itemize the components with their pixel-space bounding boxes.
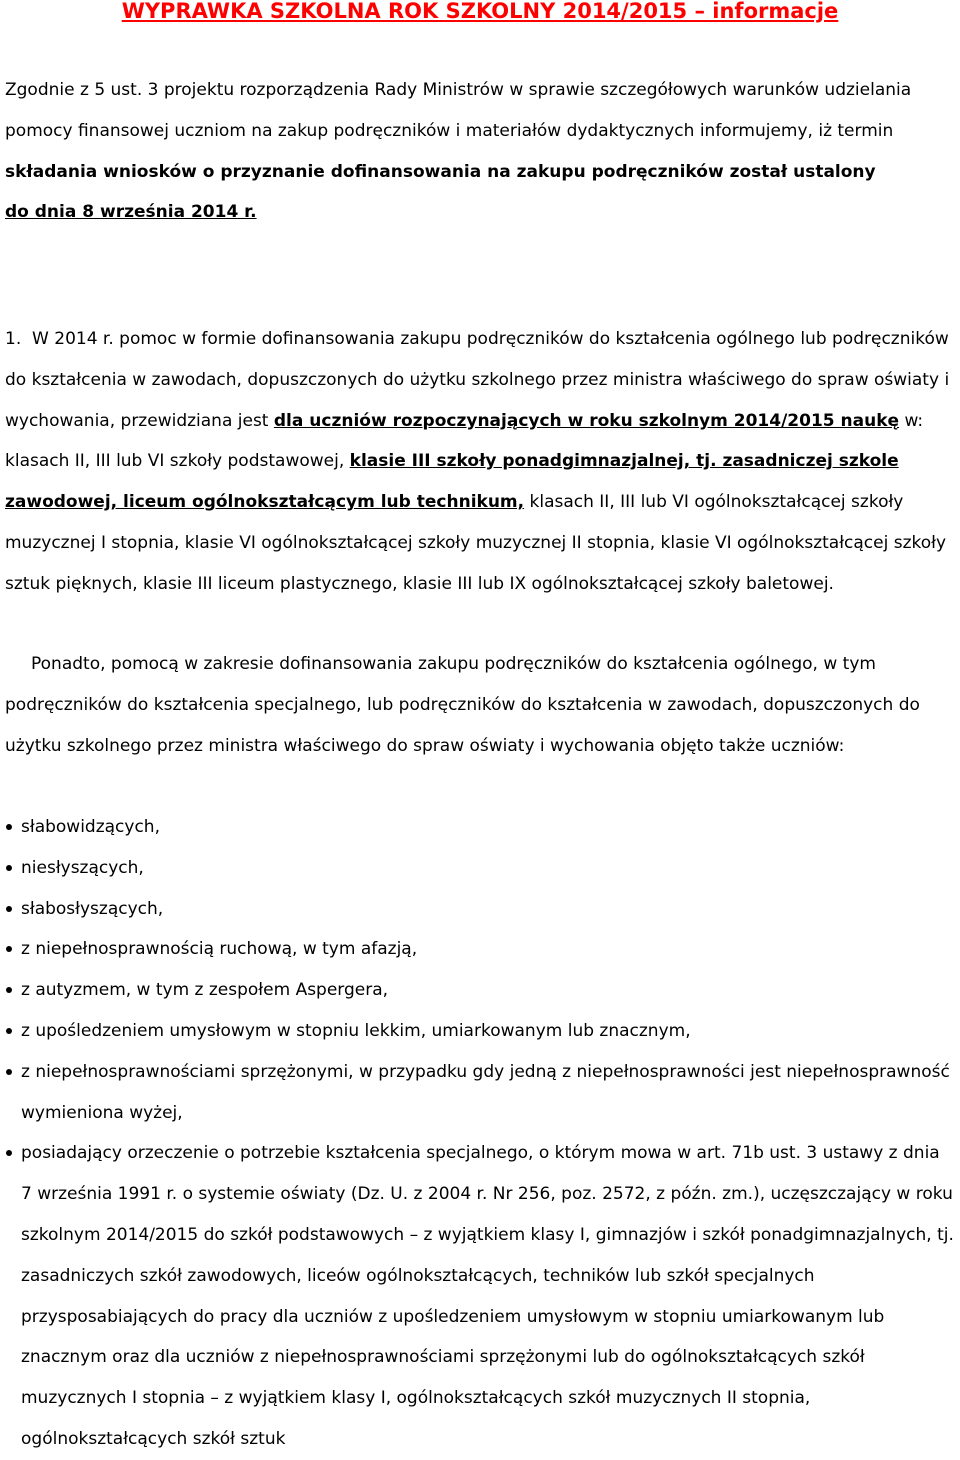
list-item: słabosłyszących, [5, 889, 955, 930]
deadline-text: do dnia 8 września 2014 r. [5, 202, 257, 223]
document-title: WYPRAWKA SZKOLNA ROK SZKOLNY 2014/2015 – informacje [121, 0, 839, 23]
list-item: posiadający orzeczenie o potrzebie kształcenia specjalnego, o którym mowa w art. 71b ust. 3 ustawy z dnia 7 września 1991 r. o systemie oświaty (Dz. U. z 2004 r. Nr 256, poz. 2572, z późn. zm.), uczęszczający w roku szkolnym 2014/2015 do szkół podstawowych – z wyjątkiem klasy I, gimnazjów i szkół ponadgimnazjalnych, tj. zasadniczych szkół zawodowych, liceów ogólnokształcących, techników lub szkół specjalnych przysposabiających do pracy dla uczniów z upośledzeniem umysłowym w stopniu umiarkowanym lub znacznym oraz dla uczniów z niepełnosprawnościami sprzężonymi lub do ogólnokształcących szkół muzycznych I stopnia – z wyjątkiem klasy I, ogólnokształcących szkół muzycznych II stopnia, ogólnokształcących szkół sztuk [5, 1133, 955, 1459]
point-1-number: 1. [5, 329, 22, 349]
list-item: z niepełnosprawnościami sprzężonymi, w przypadku gdy jedną z niepełnosprawności jest niepełnosprawność wymieniona wyżej, [5, 1052, 955, 1134]
intro-bold-text: składania wniosków o przyznanie dofinansowania na zakupu podręczników został ustalony [5, 161, 876, 182]
paragraph-2: Ponadto, pomocą w zakresie dofinansowania zakupu podręczników do kształcenia ogólnego, w tym podręczników do kształcenia specjalnego, lub podręczników do kształcenia w zawodach, dopuszczonych do użytku szkolnego przez ministra właściwego do spraw oświaty i wychowania objęto także uczniów: [5, 654, 920, 756]
list-item: słabowidzących, [5, 807, 955, 848]
intro-text: Zgodnie z 5 ust. 3 projektu rozporządzenia Rady Ministrów w sprawie szczegółowych warunków udzielania pomocy finansowej uczniom na zakup podręczników i materiałów dydaktycznych informujemy, iż termin [5, 80, 912, 141]
list-item: z autyzmem, w tym z zespołem Aspergera, [5, 970, 955, 1011]
point-1-bold-a: dla uczniów rozpoczynających w roku szkolnym 2014/2015 naukę [273, 410, 900, 431]
point-1-text-c: klasach II, III lub VI ogólnokształcącej szkoły muzycznej I stopnia, klasie VI ogólnokształcącej szkoły muzycznej II stopnia, klasie VI ogólnokształcącej szkoły sztuk pięknych, klasie III liceum plastycznego, klasie III lub IX ogólnokształcącej szkoły baletowej. [5, 492, 947, 594]
intro-paragraph [5, 70, 955, 233]
list-item: niesłyszących, [5, 848, 955, 889]
student-category-list [5, 807, 955, 1460]
point-1-text-b: w: klasach II, III lub VI szkoły podstawowej, [5, 410, 924, 472]
list-item: z upośledzeniem umysłowym w stopniu lekkim, umiarkowanym lub znacznym, [5, 1011, 955, 1052]
point-1-bold-b: klasie III szkoły ponadgimnazjalnej, tj. zasadniczej szkole zawodowej, liceum ogólnokształcącym lub technikum, [5, 451, 899, 513]
point-1-text-a: W 2014 r. pomoc w formie dofinansowania zakupu podręczników do kształcenia ogólnego lub podręczników do kształcenia w zawodach, dopuszczonych do użytku szkolnego przez ministra właściwego do spraw oświaty i wychowania, przewidziana jest [5, 329, 950, 431]
list-item: z niepełnosprawnością ruchową, w tym afazją, [5, 929, 955, 970]
point-1-paragraph [5, 319, 955, 605]
